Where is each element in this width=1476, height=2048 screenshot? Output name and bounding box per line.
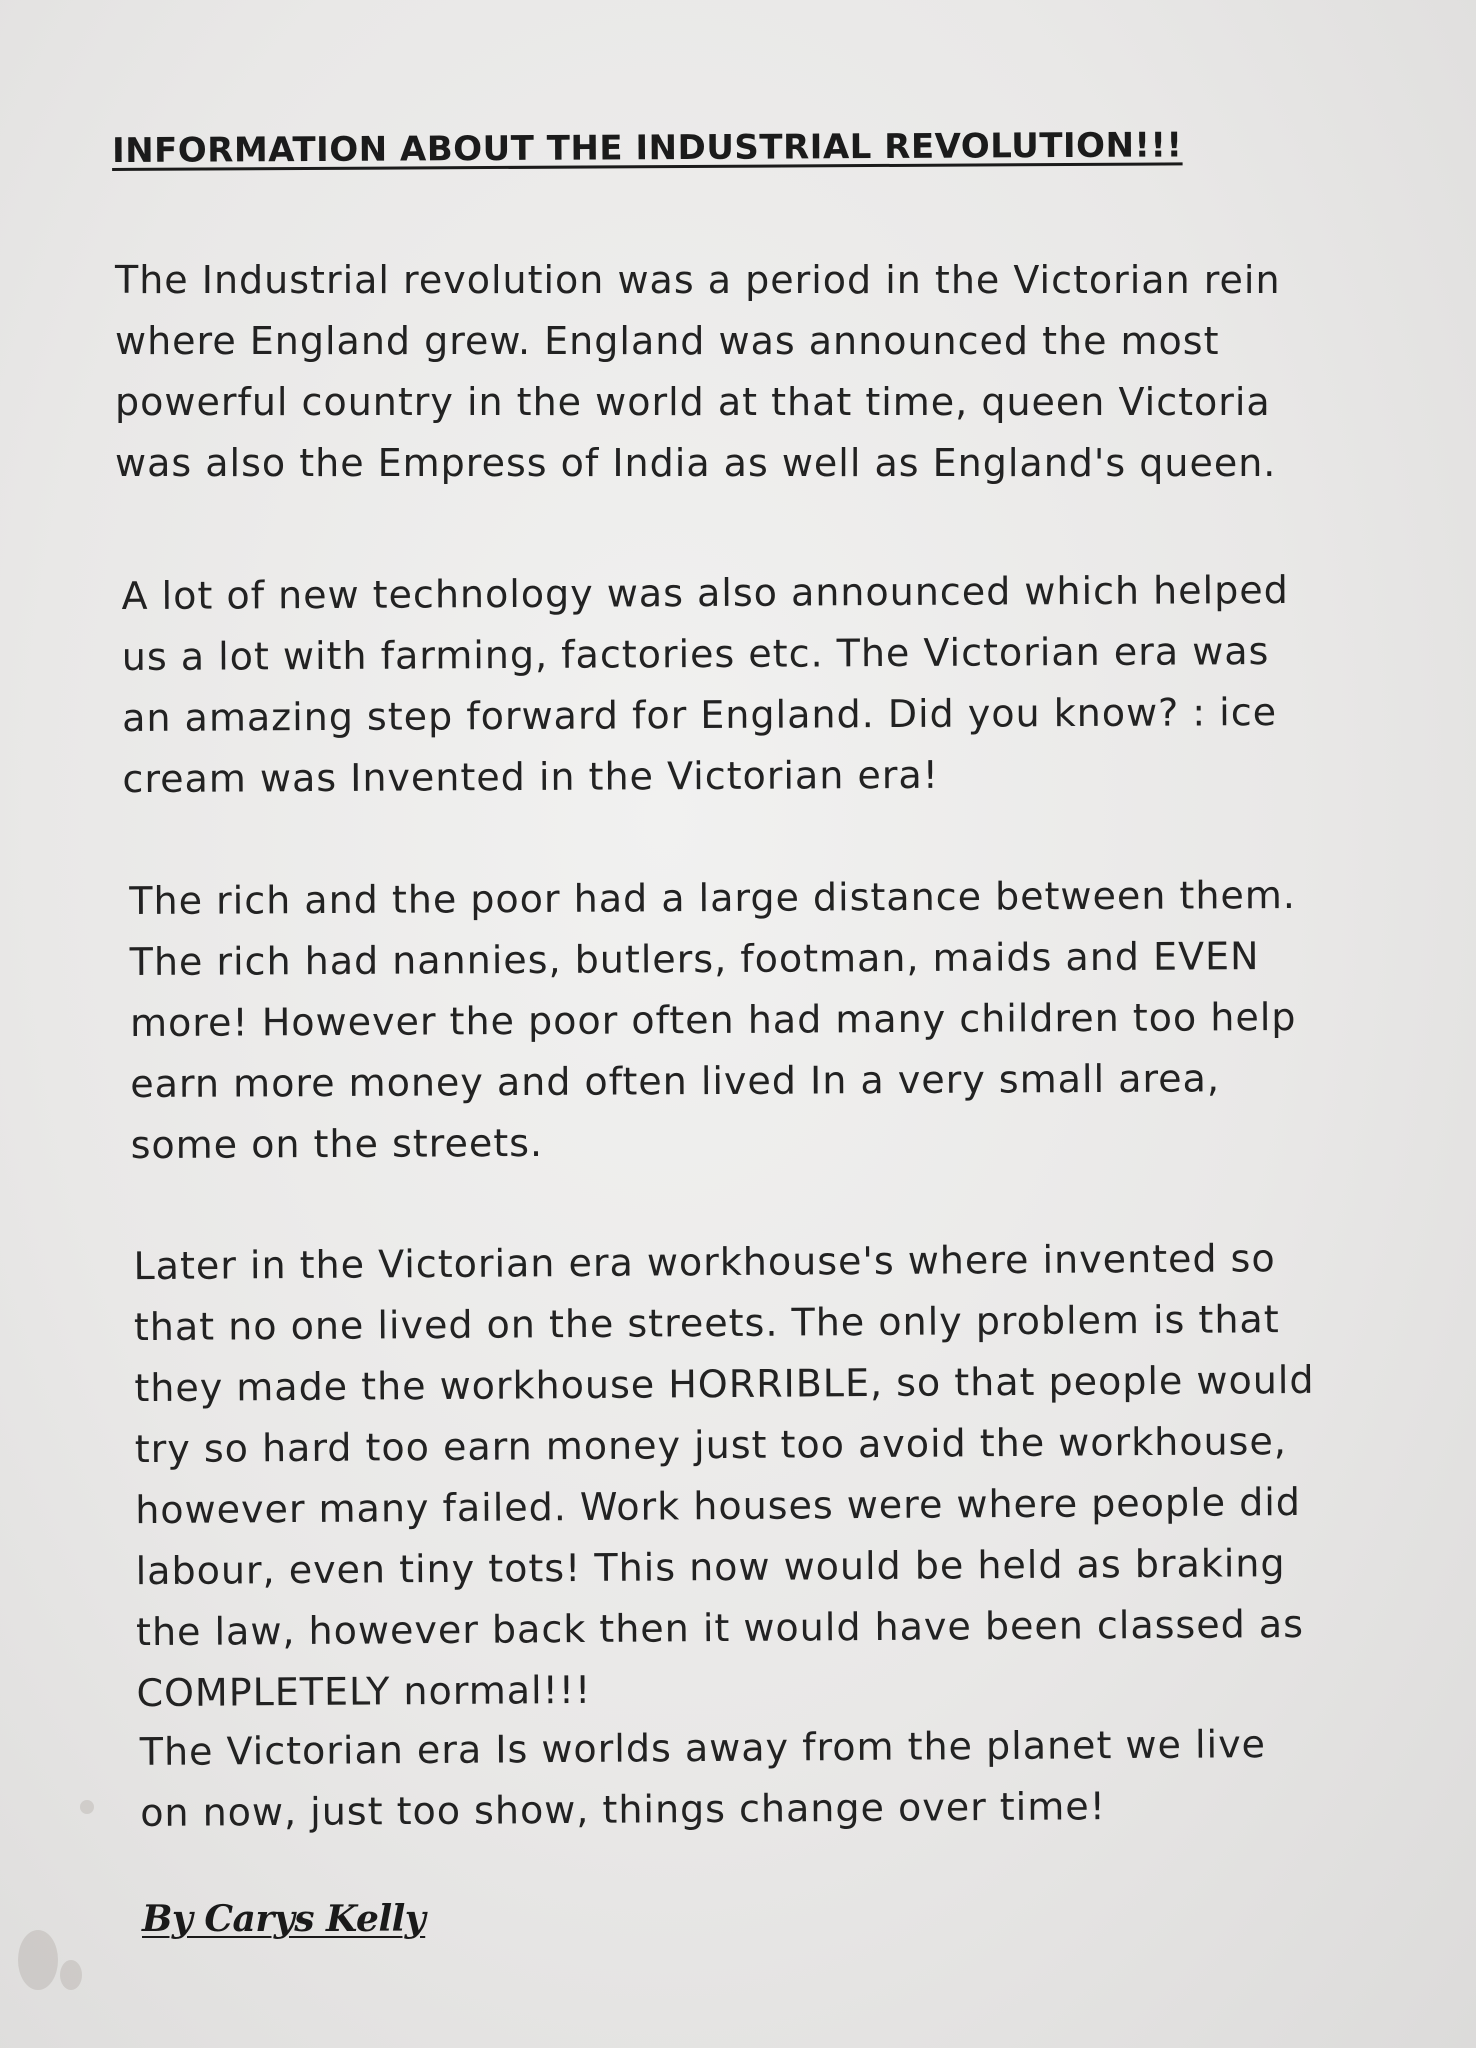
document-title: INFORMATION ABOUT THE INDUSTRIAL REVOLUTION!!! [111, 125, 1183, 172]
paper-smudge [80, 1800, 94, 1814]
text-line: earn more money and often lived In a very small area, [130, 1056, 1221, 1107]
text-line: COMPLETELY normal!!! [136, 1667, 592, 1716]
text-line: however many failed. Work houses were where people did [135, 1479, 1302, 1533]
text-line: they made the workhouse HORRIBLE, so that people would [134, 1357, 1315, 1411]
paper-smudge [18, 1930, 58, 1990]
text-line: try so hard too earn money just too avoid the workhouse, [134, 1419, 1287, 1472]
text-line: that no one lived on the streets. The only problem is that [133, 1297, 1280, 1350]
paragraph-conclusion [140, 1714, 1267, 1844]
text-line: The Industrial revolution was a period in the Victorian rein [115, 258, 1281, 302]
paragraph-workhouses [133, 1228, 1317, 1724]
text-line: cream was Invented in the Victorian era! [122, 752, 940, 802]
paragraph-technology [121, 560, 1290, 810]
text-line: where England grew. England was announced the most [115, 319, 1220, 363]
text-line: The Victorian era Is worlds away from the planet we live [139, 1722, 1267, 1774]
paragraph-rich-and-poor [129, 865, 1297, 1176]
text-line: Later in the Victorian era workhouse's where invented so [133, 1236, 1276, 1289]
text-line: powerful country in the world at that time, queen Victoria [115, 380, 1271, 424]
paragraph-intro [115, 250, 1281, 494]
text-line: The rich and the poor had a large distance between them. [129, 872, 1297, 924]
text-line: us a lot with farming, factories etc. The Victorian era was [121, 629, 1270, 680]
text-line: The rich had nannies, butlers, footman, maids and EVEN [129, 934, 1260, 985]
paper-smudge [60, 1960, 82, 1990]
text-line: an amazing step forward for England. Did you know? : ice [122, 690, 1278, 741]
text-line: more! However the poor often had many children too help [129, 994, 1297, 1046]
text-line: on now, just too show, things change over time! [140, 1784, 1107, 1835]
text-line: some on the streets. [130, 1120, 544, 1168]
text-line: A lot of new technology was also announced which helped [121, 567, 1289, 619]
text-line: labour, even tiny tots! This now would be held as braking [135, 1541, 1286, 1594]
text-line: was also the Empress of India as well as England's queen. [115, 441, 1277, 485]
text-line: the law, however back then it would have been classed as [135, 1601, 1305, 1655]
author-signature: By Carys Kelly [142, 1898, 426, 1940]
